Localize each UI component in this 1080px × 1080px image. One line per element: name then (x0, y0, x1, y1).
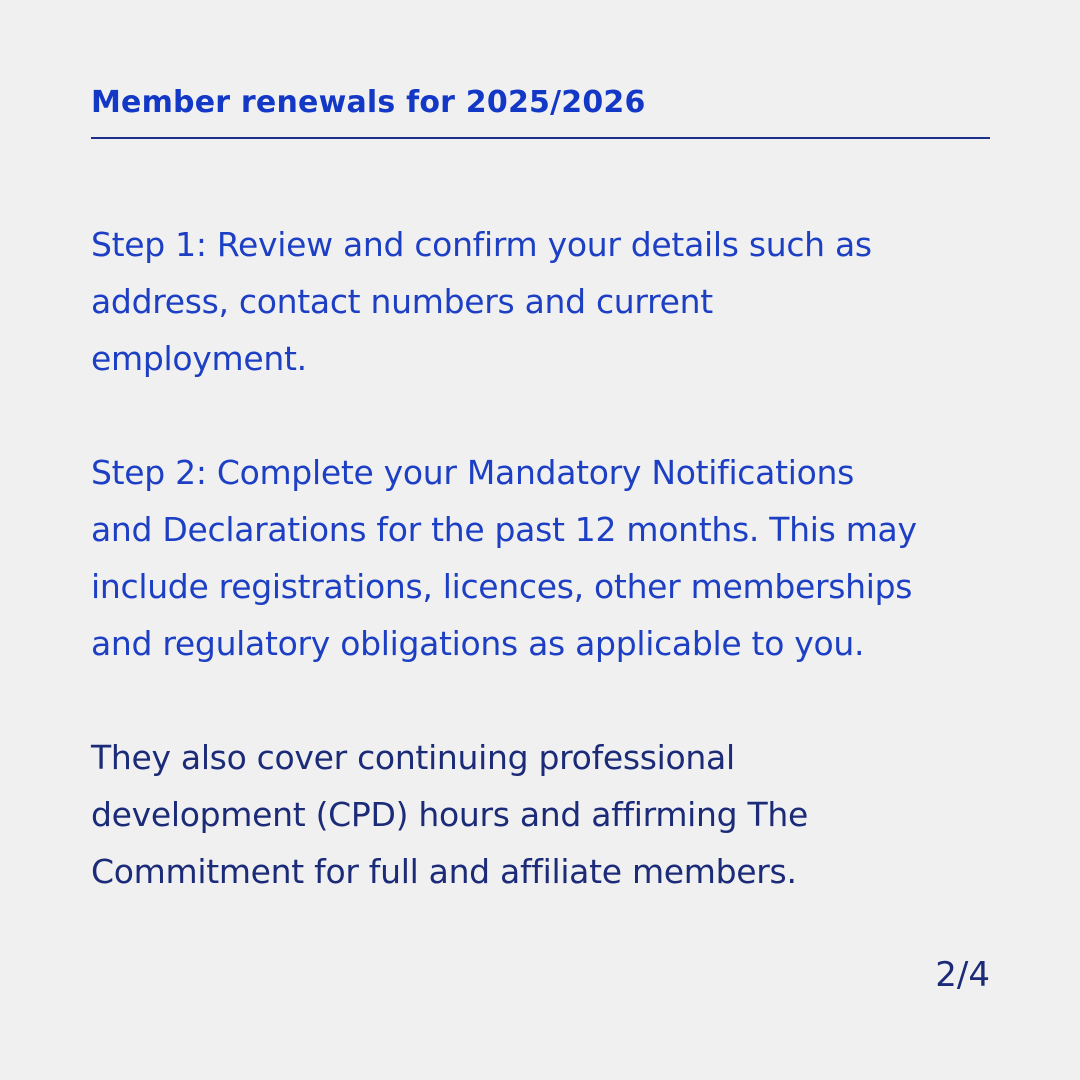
step-2-line: include registrations, licences, other memberships (91, 567, 913, 606)
page-indicator: 2/4 (935, 955, 990, 995)
cpd-note-line: development (CPD) hours and affirming The (91, 795, 808, 834)
cpd-note-paragraph (91, 729, 991, 900)
step-1-paragraph (91, 216, 991, 387)
step-1-line: employment. (91, 339, 307, 378)
step-2-paragraph (91, 444, 991, 672)
cpd-note-line: They also cover continuing professional (91, 738, 735, 777)
step-1-line: Step 1: Review and confirm your details such as (91, 225, 872, 264)
step-1-line: address, contact numbers and current (91, 282, 713, 321)
step-2-line: Step 2: Complete your Mandatory Notifications (91, 453, 854, 492)
step-2-line: and regulatory obligations as applicable to you. (91, 624, 865, 663)
cpd-note-line: Commitment for full and affiliate members. (91, 852, 797, 891)
page-title: Member renewals for 2025/2026 (91, 85, 646, 120)
step-2-line: and Declarations for the past 12 months. This may (91, 510, 917, 549)
title-divider (91, 137, 990, 139)
